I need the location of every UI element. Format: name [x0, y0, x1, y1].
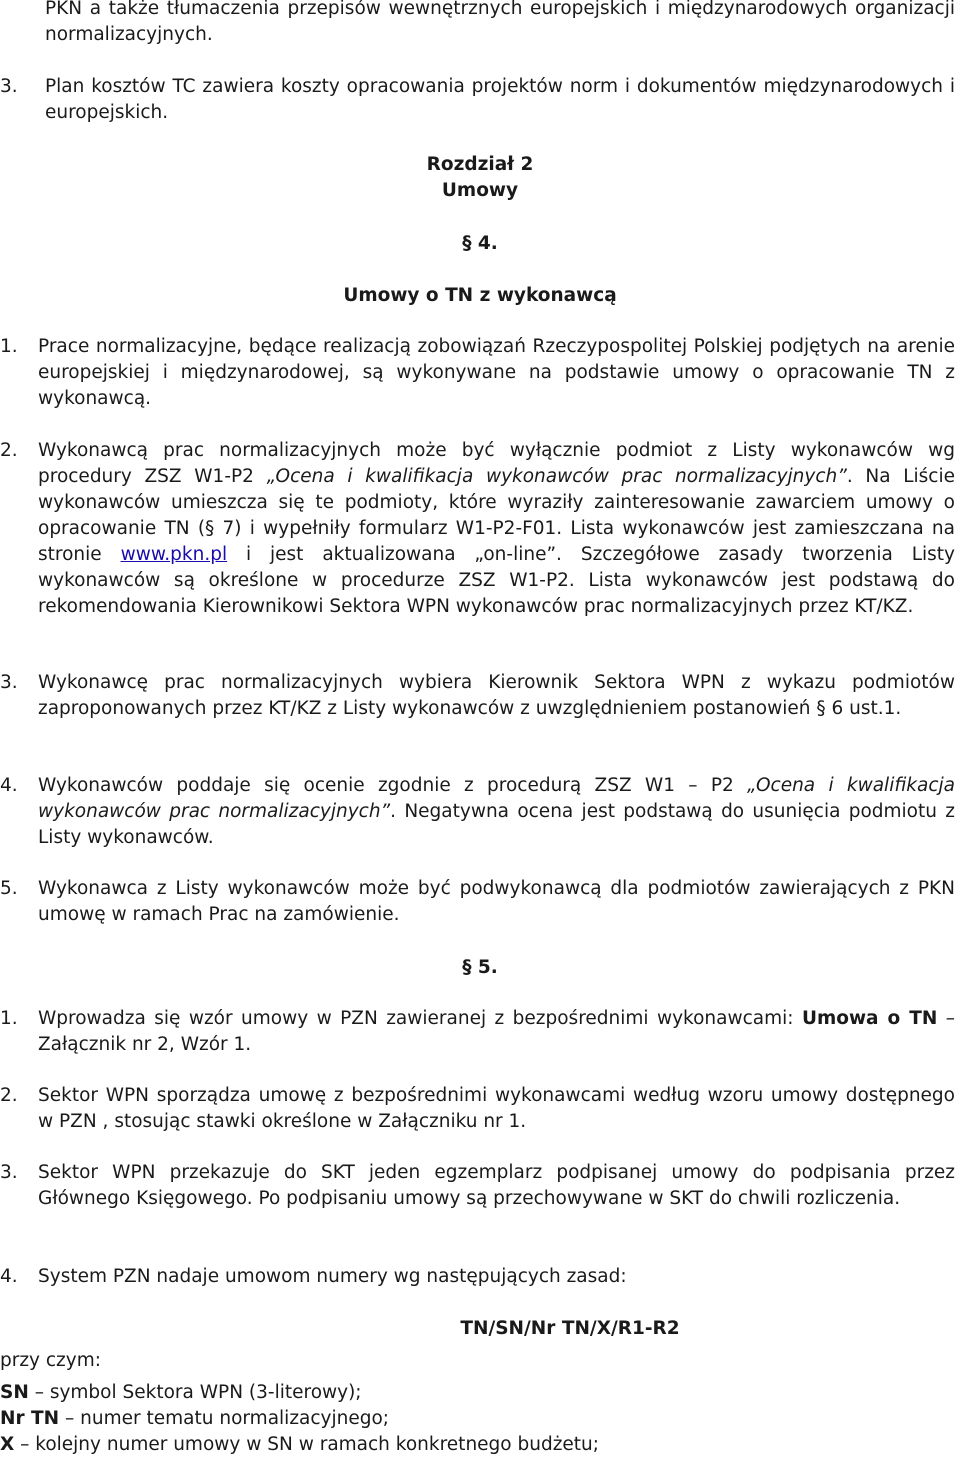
definition-desc: – symbol Sektora WPN (3-literowy);: [28, 1382, 362, 1403]
chapter-subtitle: Umowy: [441, 180, 519, 201]
definition-row: [0, 1406, 389, 1432]
definition-term: Nr TN: [0, 1408, 60, 1429]
procedure-title: „Ocena i kwalifikacja wykonawców prac normalizacyjnych”: [38, 775, 955, 822]
section-5-heading: § 5.: [462, 957, 498, 978]
sec4-paragraph-5: 5. Wykonawca z Listy wykonawców może być podwykonawcą dla podmiotów zawierających z PKN umowę w ramach Prac na zamówienie.: [0, 878, 955, 925]
contract-number-formula: TN/SN/Nr TN/X/R1-R2: [460, 1318, 680, 1339]
definition-term: X: [0, 1434, 15, 1455]
definition-term: SN: [0, 1382, 29, 1403]
sec5-paragraph-3: 3. Sektor WPN przekazuje do SKT jeden egzemplarz podpisanej umowy do podpisania przez Głównego Księgowego. Po podpisaniu umowy są przechowywane w SKT do chwili rozliczenia.: [0, 1162, 955, 1209]
definition-row: [0, 1380, 362, 1406]
pkn-website-link[interactable]: www.pkn.pl: [120, 544, 228, 565]
definition-row: [0, 1432, 599, 1458]
intro-paragraph-continuation: PKN a także tłumaczenia przepisów wewnętrznych europejskich i międzynarodowych organizacji normalizacyjnych.: [45, 0, 955, 45]
sec5-paragraph-1: 1. Wprowadza się wzór umowy w PZN zawieranej z bezpośrednimi wykonawcami: Umowa o TN – Załącznik nr 2, Wzór 1.: [0, 1008, 956, 1055]
sec5-paragraph-2: 2. Sektor WPN sporządza umowę z bezpośrednimi wykonawcami według wzoru umowy dostępnego w PZN , stosując stawki określone w Załączniku nr 1.: [0, 1085, 955, 1132]
intro-paragraph-3: 3. Plan kosztów TC zawiera koszty opracowania projektów norm i dokumentów międzynarodowych i europejskich.: [0, 76, 955, 123]
definition-desc: – numer tematu normalizacyjnego;: [59, 1408, 390, 1429]
sec4-paragraph-1: 1. Prace normalizacyjne, będące realizacją zobowiązań Rzeczypospolitej Polskiej podjętych na arenie europejskiej i międzynarodowej, są wykonywane na podstawie umowy o opracowanie TN z wykonawcą.: [0, 336, 955, 409]
sec4-paragraph-2: 2. Wykonawcą prac normalizacyjnych może być wyłącznie podmiot z Listy wykonawców wg procedury ZSZ W1-P2 „Ocena i kwalifikacja wykonawców prac normalizacyjnych”. Na Liście wykonawców umieszcza się te podmioty, które wyraziły zainteresowanie zawarciem umowy o opracowanie TN (§ 7) i wypełniły formularz W1-P2-F01. Lista wykonawców jest zamieszczana na stronie www.pkn.pl i jest aktualizowana „on-line”. Szczegółowe zasady tworzenia Listy wykonawców są określone w procedurze ZSZ W1-P2. Lista wykonawców jest podstawą do rekomendowania Kierownikowi Sektora WPN wykonawców prac normalizacyjnych przez KT/KZ.: [0, 440, 955, 617]
contract-name: Umowa o TN: [801, 1008, 938, 1029]
section-4-heading: § 4.: [462, 233, 498, 254]
section-4-title: Umowy o TN z wykonawcą: [343, 285, 617, 306]
definition-desc: – kolejny numer umowy w SN w ramach konkretnego budżetu;: [14, 1434, 600, 1455]
paragraph-number: 3.: [0, 76, 18, 97]
sec4-paragraph-3: 3. Wykonawcę prac normalizacyjnych wybiera Kierownik Sektora WPN z wykazu podmiotów zaproponowanych przez KT/KZ z Listy wykonawców z uwzględnieniem postanowień § 6 ust.1.: [0, 672, 955, 719]
chapter-title: Rozdział 2: [426, 154, 534, 175]
sec5-paragraph-4: 4. System PZN nadaje umowom numery wg następujących zasad:: [0, 1266, 627, 1287]
sec4-paragraph-4: 4. Wykonawców poddaje się ocenie zgodnie z procedurą ZSZ W1 – P2 „Ocena i kwalifikacja wykonawców prac normalizacyjnych”. Negatywna ocena jest podstawą do usunięcia podmiotu z Listy wykonawców.: [0, 775, 955, 848]
procedure-title: „Ocena i kwalifikacja wykonawców prac normalizacyjnych”: [266, 466, 847, 487]
where-label: przy czym:: [0, 1350, 101, 1371]
